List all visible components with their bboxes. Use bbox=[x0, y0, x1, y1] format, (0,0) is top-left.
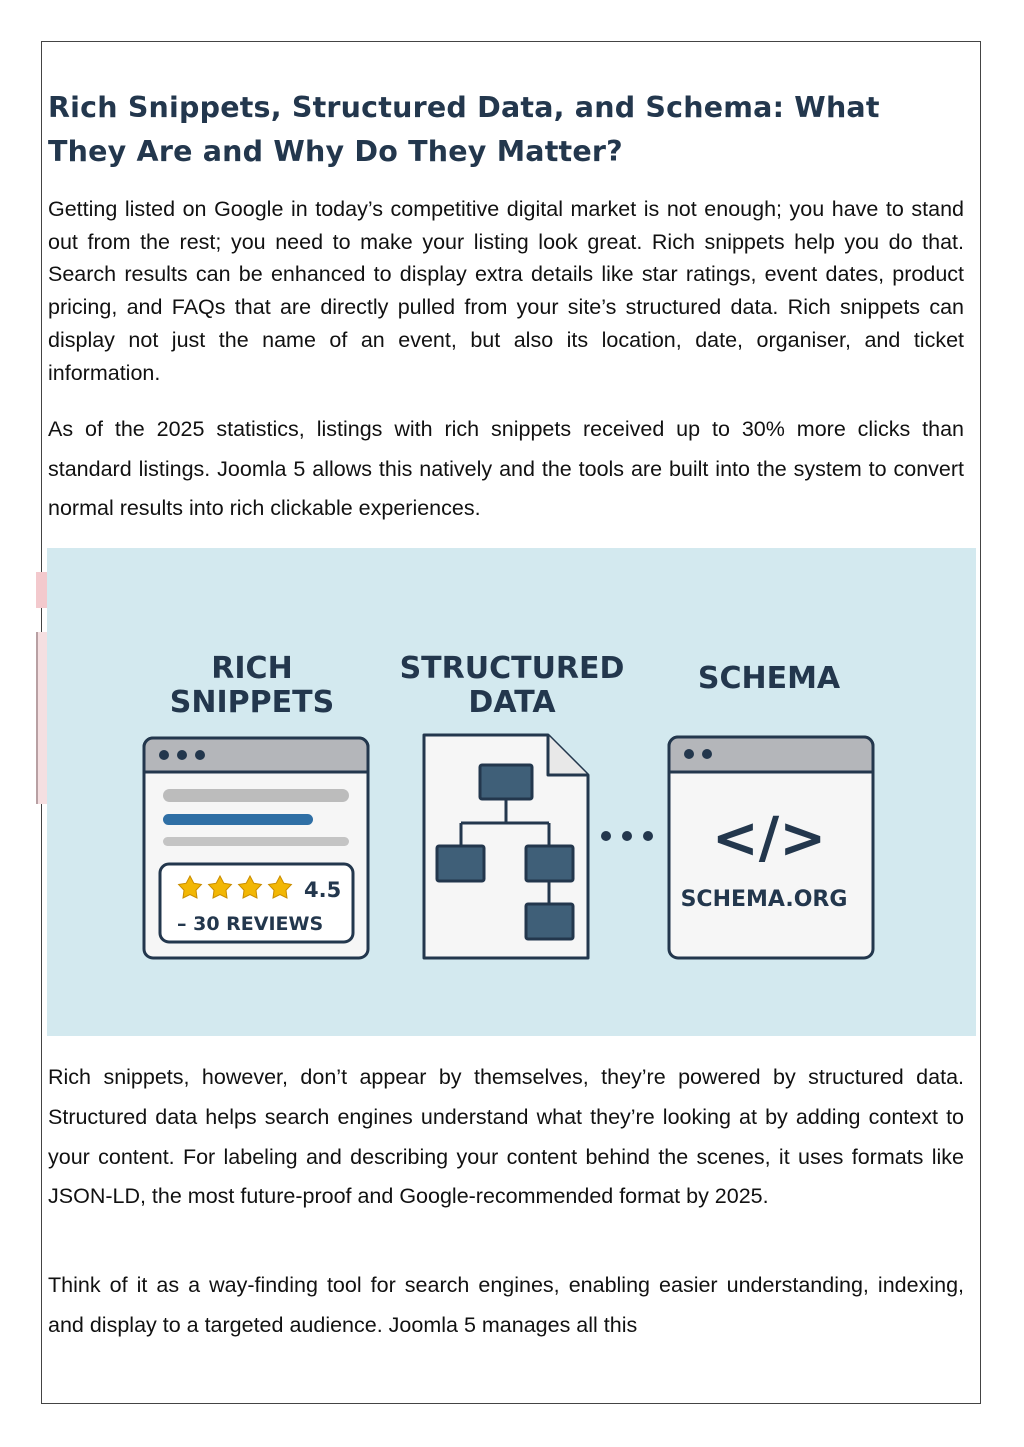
structured-data-heading-line1: STRUCTURED bbox=[399, 651, 625, 686]
margin-artifact bbox=[36, 632, 47, 804]
rich-snippets-heading-line2: SNIPPETS bbox=[169, 685, 335, 720]
illustration-svg bbox=[47, 548, 976, 1036]
rich-snippets-heading-line1: RICH bbox=[211, 651, 293, 686]
paragraph-wayfinding: Think of it as a way-finding tool for search engines, enabling easier understanding, indexing, and display to a targeted audience. Joomla 5 manages all this bbox=[48, 1273, 964, 1337]
schema-heading: SCHEMA bbox=[697, 661, 841, 696]
structured-data-panel bbox=[400, 651, 625, 958]
ellipsis-icon bbox=[601, 831, 653, 841]
illustration-figure bbox=[47, 548, 976, 1036]
paragraph-structured-data: Rich snippets, however, don’t appear by themselves, they’re powered by structured data. Structured data helps search engines understand what they’re looking at by adding context to your content. For labeling and describing your content behind the scenes, it uses formats like JSON-LD, the most future-proof and Google-recommended format by 2025. bbox=[48, 1065, 964, 1209]
paragraph-statistics: As of the 2025 statistics, listings with rich snippets received up to 30% more clicks than standard listings. Joomla 5 allows this natively and the tools are built into the system to convert normal results into rich clickable experiences. bbox=[48, 417, 964, 520]
code-symbol: </> bbox=[711, 806, 827, 871]
browser-window-icon bbox=[144, 738, 368, 958]
structured-data-heading-line2: DATA bbox=[468, 685, 556, 720]
schema-org-label: SCHEMA.ORG bbox=[680, 887, 848, 912]
document-tree-icon bbox=[424, 735, 588, 958]
schema-panel bbox=[669, 661, 873, 958]
article-title: Rich Snippets, Structured Data, and Schema: What They Are and Why Do They Matter? bbox=[48, 91, 880, 168]
reviews-count: – 30 REVIEWS bbox=[177, 913, 324, 935]
code-window-icon bbox=[669, 737, 873, 958]
rating-value: 4.5 bbox=[304, 878, 342, 902]
rich-snippets-panel bbox=[144, 651, 368, 958]
margin-artifact bbox=[36, 572, 47, 608]
paragraph-intro: Getting listed on Google in today’s competitive digital market is not enough; you have to stand out from the rest; you need to make your listing look great. Rich snippets help you do that. Search results can be enhanced to display extra details like star ratings, event dates, product pricing, and FAQs that are directly pulled from your site’s structured data. Rich snippets can display not just the name of an event, but also its location, date, organiser, and ticket information. bbox=[48, 197, 964, 385]
